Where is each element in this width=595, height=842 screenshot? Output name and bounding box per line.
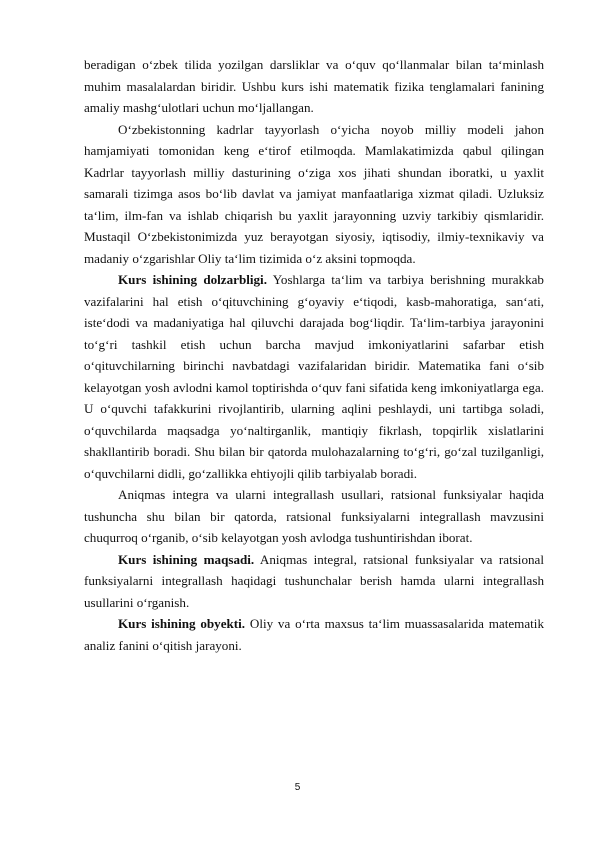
paragraph-goal [84,549,544,614]
relevance-heading: Kurs ishining dolzarbligi. [118,272,267,287]
document-page [84,54,544,656]
paragraph-national-model [84,119,544,270]
paragraph-object [84,613,544,656]
paragraph-text: Aniqmas integral, ratsional funksiyalar va ratsional funksiyalarni integrallash haqidagi tushunchalar berish hamda ularni integrallash usullarini o‘rganish. [84,551,544,610]
object-heading: Kurs ishining obyekti. [118,616,246,631]
paragraph-intro-continuation [84,54,544,119]
goal-heading: Kurs ishining maqsadi. [118,551,255,567]
paragraph-text: Yoshlarga ta‘lim va tarbiya berishning murakkab vazifalarini hal etish o‘qituvchining g‘oyaviy e‘tiqodi, kasb-mahoratiga, san‘ati, iste‘dodi va madaniyatiga hal qiluvchi darajada bog‘liqdir. Ta‘lim-tarbiya jarayonini to‘g‘ri tashkil etish uchun barcha mavjud imkoniyatlarini safarbar etish o‘qituvchilarning birinchi navbatdagi vazifalaridan biridir. Matematika fani o‘sib kelayotgan yosh avlodni kamol toptirishda o‘quv fani sifatida keng imkoniyatlarga ega. U o‘quvchi tafakkurini rivojlantirib, ularning aqlini peshlaydi, uni tartibga soladi, o‘quvchilarda maqsadga yo‘naltirganlik, mantiqiy fikrlash, topqirlik xislatlarini shakllantirib boradi. Shu bilan bir qatorda mulohazalarning to‘g‘ri, go‘zal tuzilganligi, o‘quvchilarni didli, go‘zallikka ehtiyojli qilib tarbiyalab boradi. [84,272,544,481]
paragraph-text: Aniqmas integra va ularni integrallash usullari, ratsional funksiyalar haqida tushuncha shu bilan bir qatorda, ratsional funksiyalarni integrallash mavzusini chuqurroq o‘rganib, o‘sib kelayotgan yosh avlodga tushuntirishdan iborat. [84,487,544,545]
paragraph-text: Oliy va o‘rta maxsus ta‘lim muassasalarida matematik analiz fanini o‘qitish jarayoni. [84,616,544,653]
paragraph-integrals [84,484,544,549]
paragraph-relevance [84,269,544,484]
paragraph-text: beradigan o‘zbek tilida yozilgan darsliklar va o‘quv qo‘llanmalar bilan ta‘minlash muhim masalalardan biridir. Ushbu kurs ishi matematik fizika tenglamalari fanining amaliy mashg‘ulotlari uchun mo‘ljallangan. [84,57,544,115]
paragraph-text: O‘zbekistonning kadrlar tayyorlash o‘yicha noyob milliy modeli jahon hamjamiyati tomonidan keng e‘tirof etilmoqda. Mamlakatimizda qabul qilingan Kadrlar tayyorlash milliy dasturining o‘ziga xos jihati shundan iboratki, u yaxlit samarali tizimga asos bo‘lib davlat va jamiyat manfaatlariga xizmat qiladi. Uzluksiz ta‘lim, ilm-fan va ishlab chiqarish bu yaxlit jarayonning uzviy tarkibiy qismlaridir. Mustaqil O‘zbekistonimizda yuz berayotgan siyosiy, iqtisodiy, ilmiy-texnikaviy va madaniy o‘zgarishlar Oliy ta‘lim tizimida o‘z aksini topmoqda. [84,121,544,266]
page-number: 5 [294,782,301,793]
